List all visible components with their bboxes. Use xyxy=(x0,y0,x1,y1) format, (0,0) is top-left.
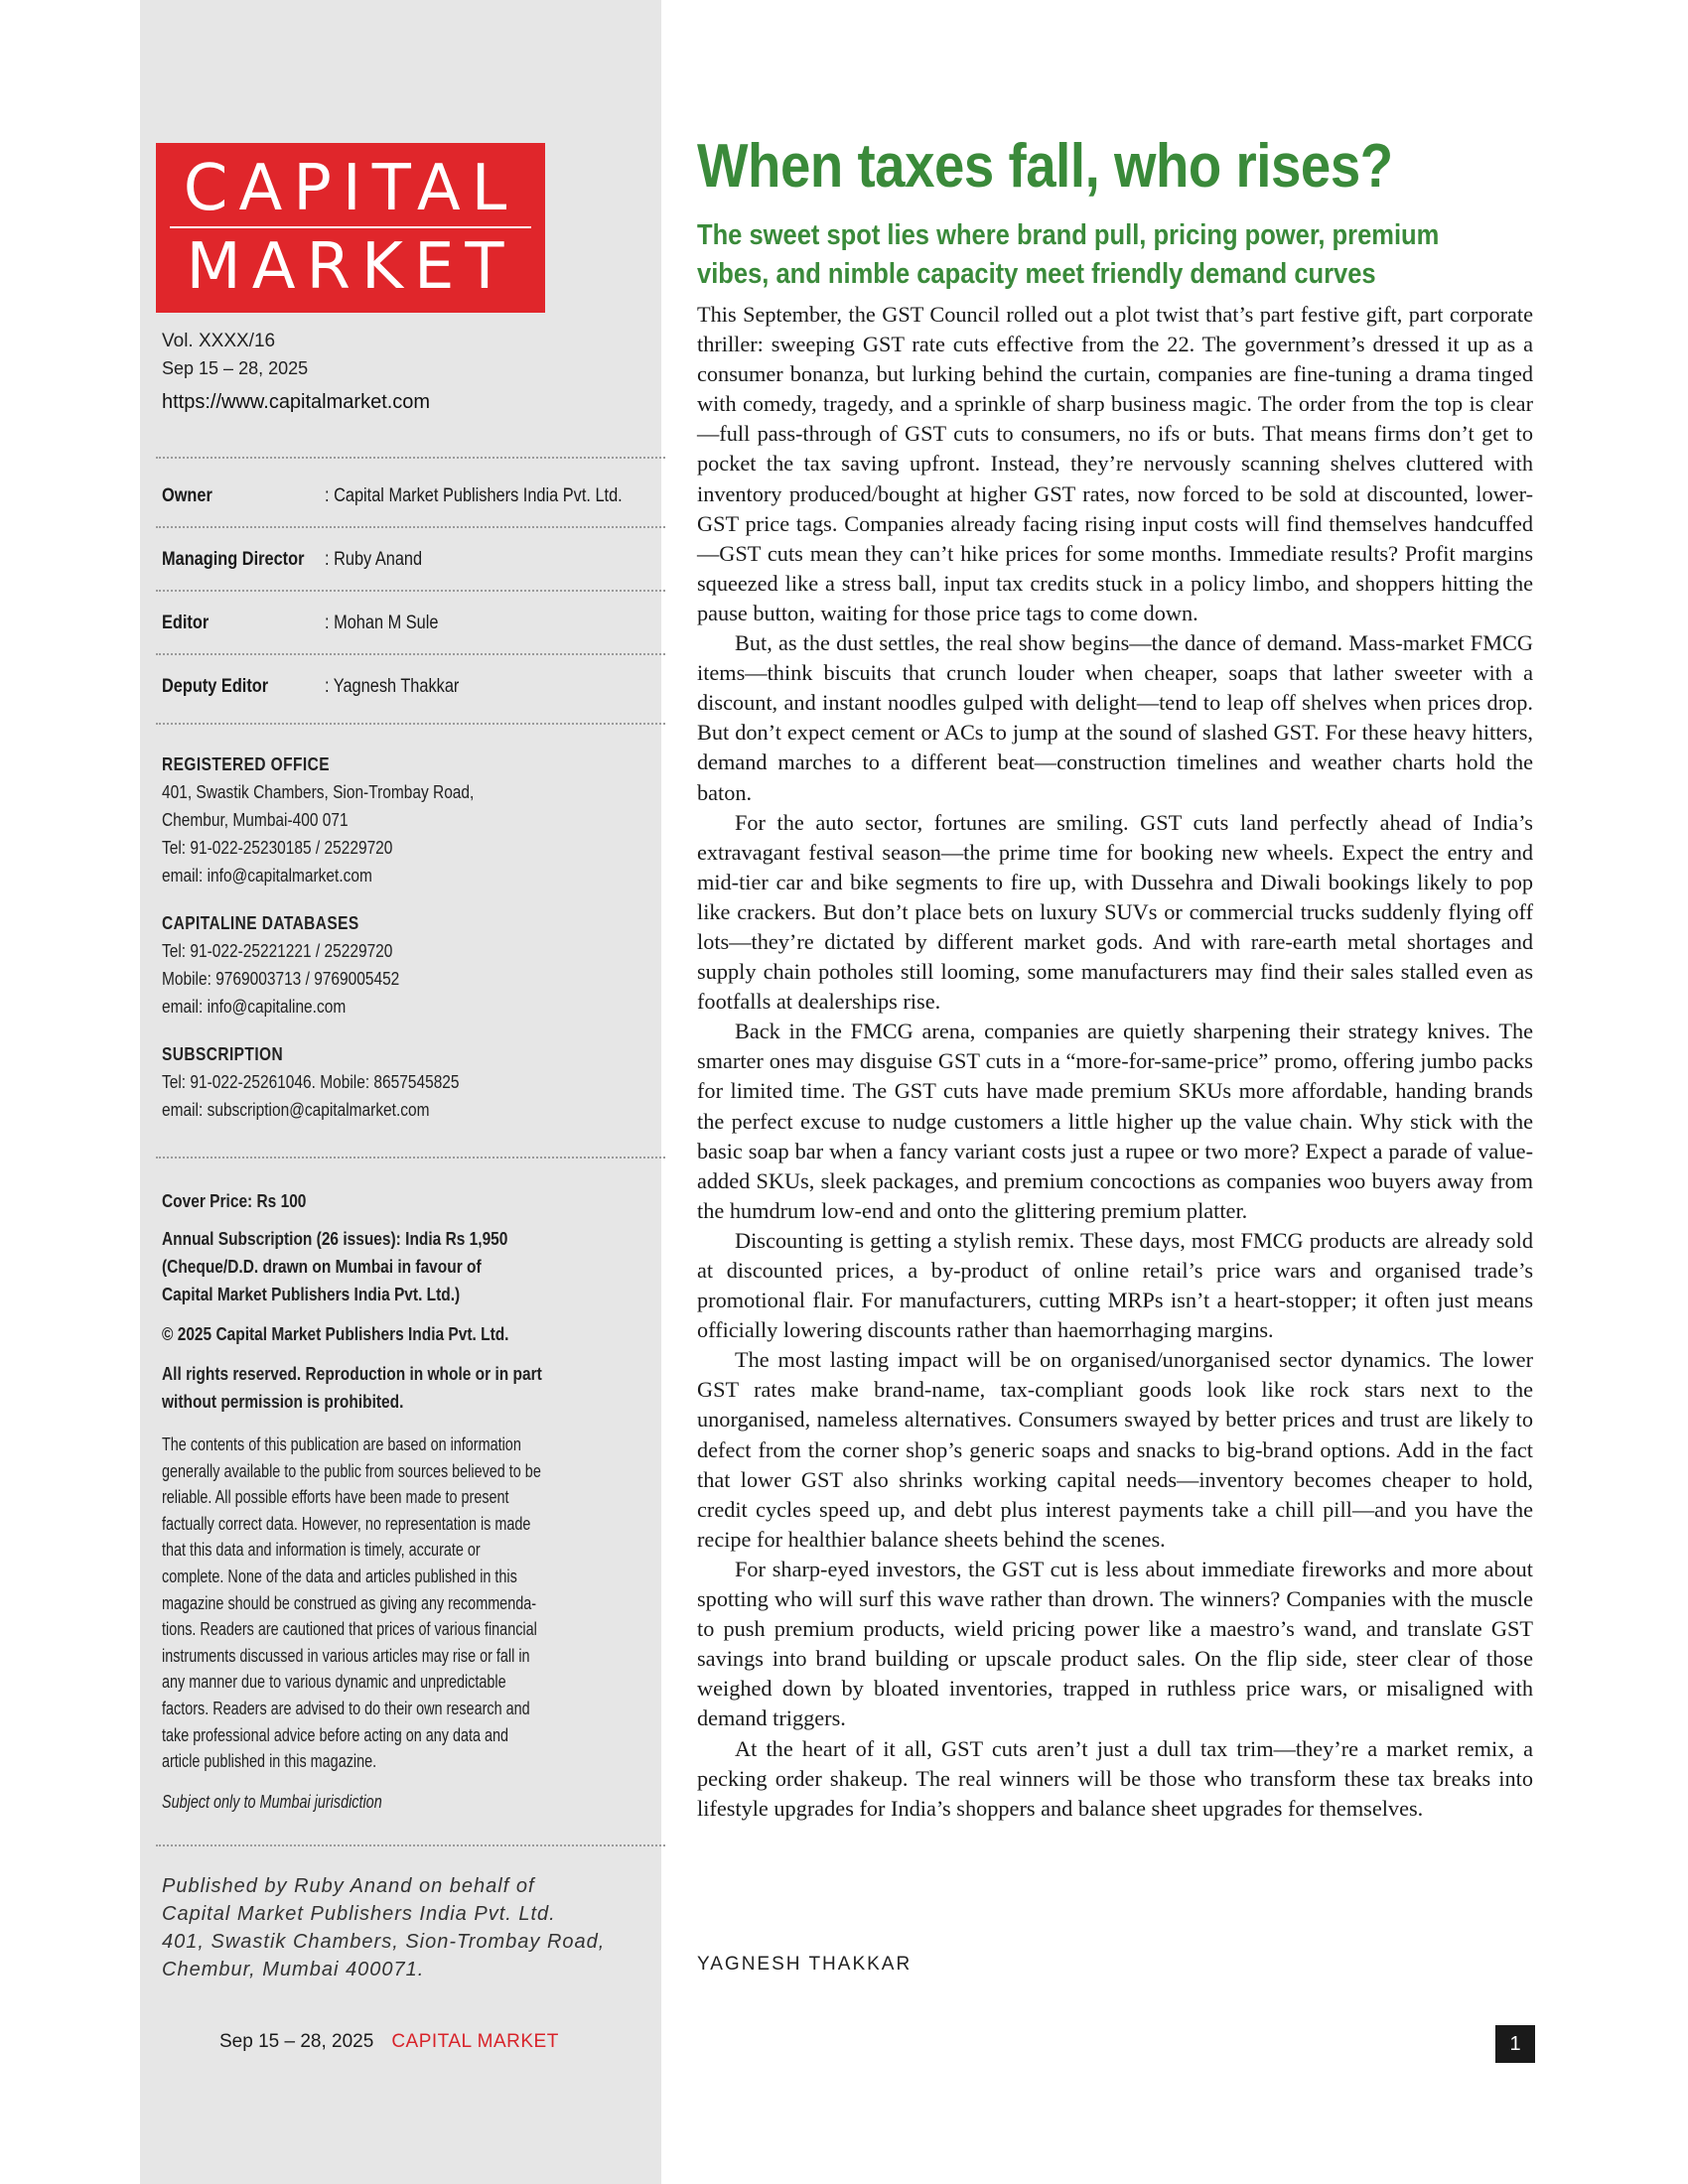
website-link[interactable]: https://www.capitalmarket.com xyxy=(162,391,431,413)
publisher-note xyxy=(162,1872,605,1983)
logo-rule xyxy=(170,226,531,228)
annual-subscription xyxy=(162,1225,658,1308)
staff-label: Owner xyxy=(162,485,212,506)
capital-market-logo xyxy=(156,143,545,313)
divider xyxy=(156,1844,665,1846)
article-body xyxy=(697,300,1533,1824)
rights-line: without permission is prohibited. xyxy=(162,1392,404,1412)
staff-value: : Yagnesh Thakkar xyxy=(325,676,460,697)
staff-label: Managing Director xyxy=(162,549,305,570)
page-number: 1 xyxy=(1495,2025,1535,2063)
phone-line: Tel: 91-022-25261046. Mobile: 8657545825 xyxy=(162,1072,460,1092)
divider xyxy=(156,590,665,592)
subscription-contact xyxy=(162,1040,658,1124)
publisher-line: Published by Ruby Anand on behalf of xyxy=(162,1875,535,1897)
publisher-line: 401, Swastik Chambers, Sion-Trombay Road, xyxy=(162,1931,606,1953)
footer-brand: CAPITAL MARKET xyxy=(391,2031,559,2052)
cover-price xyxy=(162,1187,658,1215)
email-link[interactable]: email: subscription@capitalmarket.com xyxy=(162,1100,430,1120)
footer-date: Sep 15 – 28, 2025 xyxy=(219,2031,374,2052)
article-paragraph: At the heart of it all, GST cuts aren’t just a dull tax trim—they’re a market remix, a pecking order shakeup. The real winners will be those who transform these tax breaks into lifestyle upgrades for India’s shoppers and balance sheet upgrades for themselves. xyxy=(697,1735,1533,1821)
staff-label: Editor xyxy=(162,613,210,633)
article-paragraph: For sharp-eyed investors, the GST cut is less about immediate fireworks and more about spotting who will surf this wave rather than drown. The winners? Companies with the muscle to push premium products, wield pricing power like a maestro’s wand, and translate GST savings into brand building or upscale product sales. On the flip side, steer clear of those weighed down by bloated inventories, trapped in ruthless price wars, or misaligned with demand triggers. xyxy=(697,1556,1533,1731)
copyright xyxy=(162,1320,658,1348)
article-paragraph: The most lasting impact will be on organised/unorganised sector dynamics. The lower GST rates make brand-name, tax-compliant goods look like rock stars next to the unorganised, nameless alternatives. Consumers swayed by better prices and trust are likely to defect from the corner shop’s generic soaps and snacks to big-brand options. Add in the fact that lower GST also shrinks working capital needs—inventory becomes cheaper to hold, credit cycles speed up, and debt plus interest payments take a chill pill—and you have the recipe for healthier balance sheets behind the scenes. xyxy=(697,1347,1533,1552)
disclaimer-line: reliable. All possible efforts have been made to present xyxy=(162,1487,509,1508)
logo-line-1: CAPITAL xyxy=(183,152,518,225)
phone-line: Tel: 91-022-25230185 / 25229720 xyxy=(162,838,393,858)
page-footer xyxy=(219,2031,559,2053)
disclaimer-line: complete. None of the data and articles published in this xyxy=(162,1566,517,1586)
subtitle-line: vibes, and nimble capacity meet friendly demand curves xyxy=(697,258,1376,290)
copyright-text: © 2025 Capital Market Publishers India Pvt. Ltd. xyxy=(162,1324,509,1344)
email-link[interactable]: email: info@capitalmarket.com xyxy=(162,866,372,886)
disclaimer-line: article published in this magazine. xyxy=(162,1751,377,1772)
disclaimer xyxy=(162,1432,678,1815)
disclaimer-line: factually correct data. However, no representation is made xyxy=(162,1513,531,1534)
disclaimer-line: magazine should be construed as giving any recommenda- xyxy=(162,1592,537,1613)
disclaimer-line: any manner due to various dynamic and unpredictable xyxy=(162,1672,506,1693)
divider xyxy=(156,653,665,655)
cover-price-text: Cover Price: Rs 100 xyxy=(162,1191,307,1211)
article-title: When taxes fall, who rises? xyxy=(697,132,1393,201)
publisher-line: Chembur, Mumbai 400071. xyxy=(162,1959,425,1980)
jurisdiction-note: Subject only to Mumbai jurisdiction xyxy=(162,1791,382,1812)
capitaline-databases xyxy=(162,909,658,1021)
logo-line-2: MARKET xyxy=(186,230,515,304)
mobile-line: Mobile: 9769003713 / 9769005452 xyxy=(162,969,400,989)
disclaimer-line: factors. Readers are advised to do their own research and xyxy=(162,1698,530,1718)
publisher-line: Capital Market Publishers India Pvt. Ltd. xyxy=(162,1903,556,1925)
phone-line: Tel: 91-022-25221221 / 25229720 xyxy=(162,941,393,961)
rights-notice xyxy=(162,1360,658,1416)
divider xyxy=(156,457,665,459)
article-paragraph: Discounting is getting a stylish remix. These days, most FMCG products are already sold at discounted prices, a by-product of online retail’s price wars and organised trade’s promotional flair. For manufacturers, cutting MRPs isn’t a heart-stopper; it often just means officially lowering discounts rather than haemorrhaging margins. xyxy=(697,1227,1533,1343)
staff-value: : Capital Market Publishers India Pvt. Ltd. xyxy=(325,485,623,506)
subscription-line: Capital Market Publishers India Pvt. Ltd.) xyxy=(162,1285,461,1304)
subtitle-line: The sweet spot lies where brand pull, pricing power, premium xyxy=(697,219,1440,251)
article-paragraph: Back in the FMCG arena, companies are quietly sharpening their strategy knives. The smarter ones may disguise GST cuts in a “more-for-same-price” promo, offering jumbo packs for limited time. The GST cuts have made premium SKUs more affordable, handing brands the perfect excuse to nudge customers a little higher up the value chain. Why stick with the basic soap bar when a fancy variant costs just a rupee or two more? Expect a parade of value-added SKUs, sleek packages, and premium concoctions as companies woo buyers away from the humdrum low-end and onto the glittering premium platter. xyxy=(697,1019,1533,1223)
article-byline: YAGNESH THAKKAR xyxy=(697,1954,913,1975)
staff-label: Deputy Editor xyxy=(162,676,269,697)
section-heading: SUBSCRIPTION xyxy=(162,1044,284,1064)
article-paragraph: But, as the dust settles, the real show begins—the dance of demand. Mass-market FMCG items—think biscuits that crunch louder when cheaper, soaps that lather sweeter with a discount, and instant noodles gulped with delight—tend to leap off shelves when prices drop. But don’t expect cement or ACs to jump at the sound of slashed GST. For these heavy hitters, demand marches to a different beat—construction timelines and weather charts hold the baton. xyxy=(697,630,1533,805)
disclaimer-line: generally available to the public from sources believed to be xyxy=(162,1460,541,1481)
subscription-line: Annual Subscription (26 issues): India Rs 1,950 xyxy=(162,1229,508,1249)
volume-number: Vol. XXXX/16 xyxy=(162,331,276,351)
disclaimer-line: The contents of this publication are based on information xyxy=(162,1434,521,1454)
section-heading: REGISTERED OFFICE xyxy=(162,754,331,774)
subscription-line: (Cheque/D.D. drawn on Mumbai in favour of xyxy=(162,1257,482,1277)
divider xyxy=(156,526,665,528)
rights-line: All rights reserved. Reproduction in whole or in part xyxy=(162,1364,542,1384)
disclaimer-line: instruments discussed in various articles may rise or fall in xyxy=(162,1645,530,1666)
disclaimer-line: tions. Readers are cautioned that prices of various financial xyxy=(162,1619,537,1640)
disclaimer-line: that this data and information is timely, accurate or xyxy=(162,1540,481,1561)
address-line: 401, Swastik Chambers, Sion-Trombay Road, xyxy=(162,782,475,802)
divider xyxy=(156,723,665,725)
address-line: Chembur, Mumbai-400 071 xyxy=(162,810,349,830)
article-subtitle xyxy=(697,216,1540,294)
section-heading: CAPITALINE DATABASES xyxy=(162,913,359,933)
staff-value: : Mohan M Sule xyxy=(325,613,439,633)
registered-office xyxy=(162,751,658,889)
disclaimer-line: take professional advice before acting on any data and xyxy=(162,1724,509,1745)
divider xyxy=(156,1157,665,1159)
email-link[interactable]: email: info@capitaline.com xyxy=(162,997,347,1017)
article-paragraph: For the auto sector, fortunes are smiling. GST cuts land perfectly ahead of India’s extravagant festival season—the prime time for booking new wheels. Expect the entry and mid-tier car and bike segments to fire up, with Dussehra and Diwali bookings likely to pop like crackers. But don’t place bets on luxury SUVs or commercial trucks suddenly flying off lots—they’re dictated by different market gods. And with rare-earth metal shortages and supply chain potholes still looming, some manufacturers may find their sales stalled even as footfalls at dealerships rise. xyxy=(697,809,1533,1015)
article-paragraph: This September, the GST Council rolled out a plot twist that’s part festive gift, part corporate thriller: sweeping GST rate cuts effective from the 22. The government’s dressed it up as a consumer bonanza, but lurking behind the curtain, companies are fine-tuning a drama tinged with comedy, tragedy, and a sprinkle of sharp business magic. The order from the top is clear—full pass-through of GST cuts to consumers, no ifs or buts. That means firms don’t get to pocket the tax saving upfront. Instead, they’re nervously scanning shelves cluttered with inventory produced/bought at higher GST rates, now forced to be sold at discounted, lower-GST price tags. Companies already facing rising input costs will find themselves handcuffed—GST cuts mean they can’t hike prices for some months. Immediate results? Profit margins squeezed like a stress ball, input tax credits stuck in a policy limbo, and shoppers hitting the pause button, waiting for those price tags to come down. xyxy=(697,302,1533,625)
staff-value: : Ruby Anand xyxy=(325,549,423,570)
issue-date: Sep 15 – 28, 2025 xyxy=(162,358,309,378)
